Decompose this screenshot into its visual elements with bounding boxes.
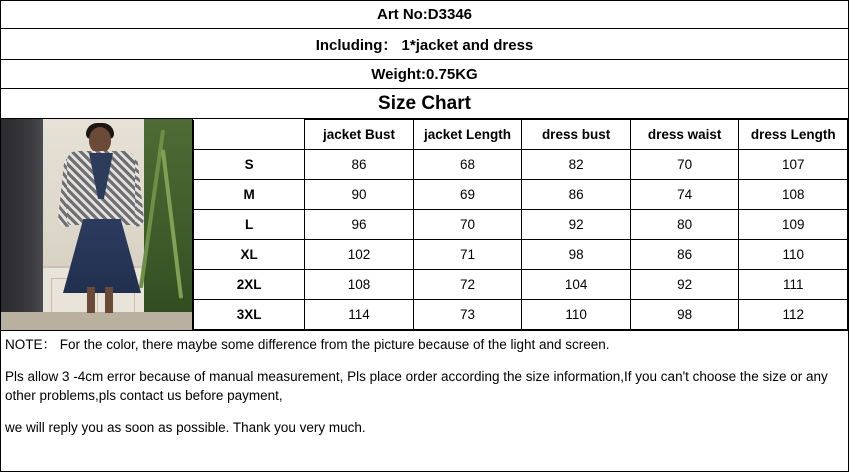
table-row — [194, 180, 848, 210]
cell-dress-bust: 104 — [522, 270, 631, 300]
note-color: NOTE： For the color, there maybe some difference from the picture because of the light and screen. — [5, 337, 610, 352]
art-no-row — [1, 1, 848, 29]
column-header-size — [194, 120, 305, 150]
chart-and-photo-section — [1, 119, 848, 331]
cell-dress-waist: 98 — [630, 300, 739, 330]
cell-dress-waist: 86 — [630, 240, 739, 270]
cell-jacket-bust: 102 — [305, 240, 414, 270]
photo-plant — [144, 119, 192, 330]
cell-size: L — [194, 210, 305, 240]
column-header-jacket-length: jacket Length — [413, 120, 522, 150]
photo-model-left-leg — [87, 287, 95, 313]
column-header-jacket-bust: jacket Bust — [305, 120, 414, 150]
note-measurement: Pls allow 3 -4cm error because of manual measurement, Pls place order according the size information,If you can't choose the size or any other problems,pls contact us before payment, — [5, 368, 828, 404]
weight-row — [1, 60, 848, 89]
page-title: Size Chart — [378, 92, 471, 114]
cell-size: XL — [194, 240, 305, 270]
cell-jacket-length: 73 — [413, 300, 522, 330]
cell-dress-bust: 82 — [522, 150, 631, 180]
weight-text: Weight:0.75KG — [371, 65, 478, 83]
cell-dress-bust: 98 — [522, 240, 631, 270]
cell-jacket-bust: 86 — [305, 150, 414, 180]
cell-dress-bust: 110 — [522, 300, 631, 330]
cell-jacket-length: 70 — [413, 210, 522, 240]
cell-jacket-length: 69 — [413, 180, 522, 210]
cell-jacket-length: 68 — [413, 150, 522, 180]
table-header-row — [194, 120, 848, 150]
note-reply: we will reply you as soon as possible. Thank you very much. — [5, 419, 366, 435]
cell-dress-length: 110 — [739, 240, 848, 270]
cell-size: 2XL — [194, 270, 305, 300]
including-row — [1, 29, 848, 60]
table-row — [194, 240, 848, 270]
cell-size: 3XL — [194, 300, 305, 330]
art-no-text: Art No:D3346 — [376, 6, 473, 23]
photo-model-skirt — [63, 219, 141, 293]
cell-dress-waist: 70 — [630, 150, 739, 180]
cell-jacket-length: 72 — [413, 270, 522, 300]
cell-dress-waist: 80 — [630, 210, 739, 240]
table-row — [194, 210, 848, 240]
size-chart-title-row — [1, 89, 848, 119]
size-table — [193, 119, 848, 330]
cell-dress-bust: 92 — [522, 210, 631, 240]
cell-size: M — [194, 180, 305, 210]
photo-model-head — [89, 127, 111, 153]
table-row — [194, 300, 848, 330]
cell-dress-waist: 92 — [630, 270, 739, 300]
cell-dress-bust: 86 — [522, 180, 631, 210]
cell-dress-length: 107 — [739, 150, 848, 180]
cell-jacket-bust: 114 — [305, 300, 414, 330]
cell-dress-waist: 74 — [630, 180, 739, 210]
cell-jacket-bust: 96 — [305, 210, 414, 240]
including-text: Including： 1*jacket and dress — [315, 36, 534, 54]
cell-jacket-length: 71 — [413, 240, 522, 270]
cell-dress-length: 112 — [739, 300, 848, 330]
product-photo — [1, 119, 193, 330]
photo-model-right-leg — [105, 287, 113, 313]
table-row — [194, 270, 848, 300]
photo-model — [59, 127, 145, 313]
cell-dress-length: 109 — [739, 210, 848, 240]
table-row — [194, 150, 848, 180]
photo-floor — [1, 312, 192, 330]
notes-section — [1, 331, 848, 437]
cell-dress-length: 111 — [739, 270, 848, 300]
column-header-dress-bust: dress bust — [522, 120, 631, 150]
cell-jacket-bust: 90 — [305, 180, 414, 210]
column-header-dress-length: dress Length — [739, 120, 848, 150]
size-table-wrapper — [193, 119, 848, 330]
column-header-dress-waist: dress waist — [630, 120, 739, 150]
cell-size: S — [194, 150, 305, 180]
photo-door — [1, 119, 43, 330]
cell-jacket-bust: 108 — [305, 270, 414, 300]
cell-dress-length: 108 — [739, 180, 848, 210]
